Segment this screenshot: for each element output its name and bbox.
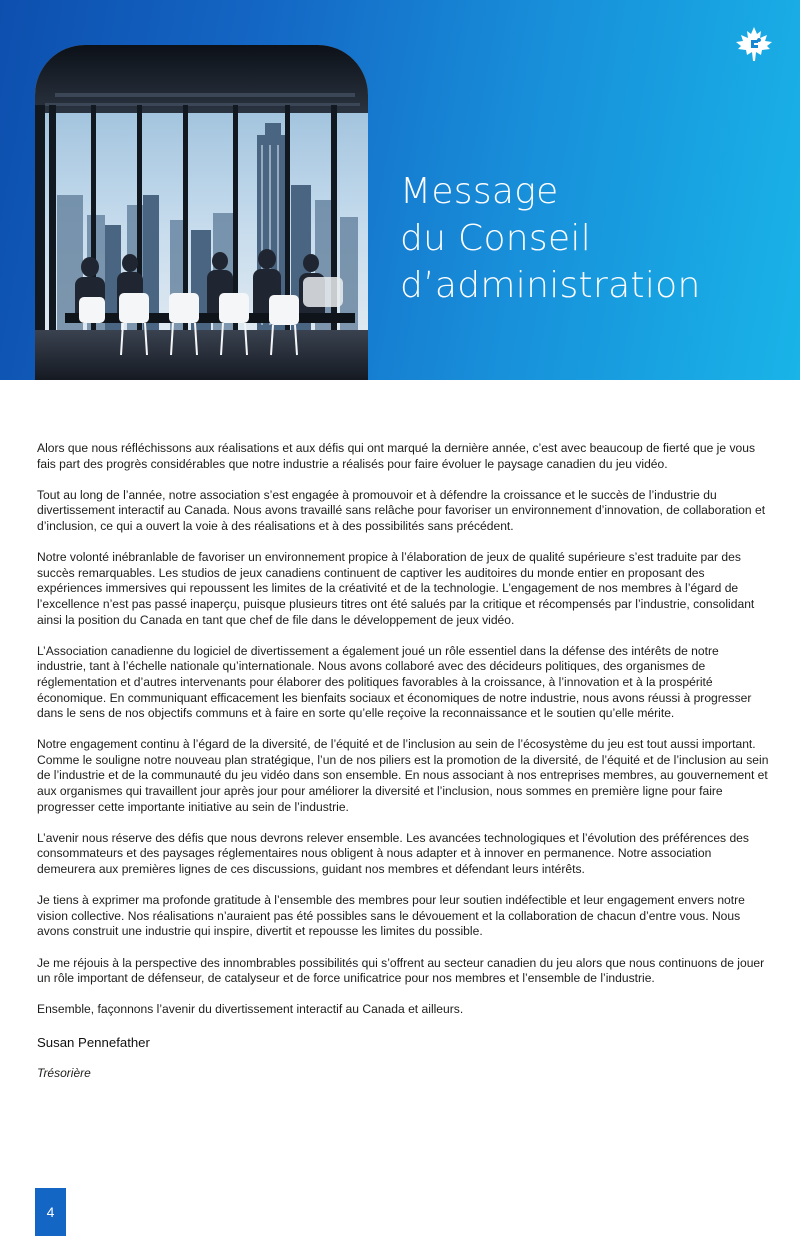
signer-role: Trésorière: [37, 1066, 91, 1081]
title-line-2: du Conseil: [400, 218, 591, 259]
paragraph: Tout au long de l’année, notre association s’est engagée à promouvoir et à défendre la croissance et le succès de l’industrie du divertissement interactif au Canada. Nous avons travaillé sans relâche pour favoriser un environnement d’innovation, de collaboration et d’inclusion, ce qui a ouvert la voie à des réalisations et à des possibilités sans précédent.: [37, 487, 766, 533]
paragraph: Alors que nous réfléchissons aux réalisations et aux défis qui ont marqué la dernière année, c’est avec beaucoup de fierté que je vous fais part des progrès considérables que notre industrie a réalisés pour faire évoluer le paysage canadien du jeu vidéo.: [37, 441, 756, 471]
paragraph: Ensemble, façonnons l’avenir du divertissement interactif au Canada et ailleurs.: [37, 1002, 464, 1017]
paragraph: L’avenir nous réserve des défis que nous devrons relever ensemble. Les avancées technologiques et l’évolution des préférences des consommateurs et des paysages réglementaires nous obligent à nous adapter et à innover en permanence. Notre association demeurera aux premières lignes de ces discussions, guidant nos membres et défendant leurs intérêts.: [37, 830, 749, 877]
page-number: 4: [35, 1188, 66, 1236]
message-body: [37, 441, 770, 1097]
header-banner: [0, 0, 800, 380]
page-title: [400, 168, 701, 309]
paragraph: Je me réjouis à la perspective des innombrables possibilités qui s’offrent au secteur canadien du jeu alors que nous continuons de jouer un rôle important de défenseur, de catalyseur et de force unificatrice pour nos membres et l’ensemble de l’industrie.: [37, 955, 765, 986]
signer-name: Susan Pennefather: [37, 1034, 150, 1050]
paragraph: Notre engagement continu à l’égard de la diversité, de l’équité et de l’inclusion au sein de l’écosystème du jeu est tout aussi important. Comme le souligne notre nouveau plan stratégique, l’un de nos piliers est la promotion de la diversité, de l’équité et de l’inclusion au sein de l’industrie et de la communauté du jeu vidéo dans son ensemble. En nous associant à nos entreprises membres, au gouvernement et aux organismes qui travaillent jour après jour pour améliorer la diversité et l’inclusion, nous sommes en première ligne pour faire progresser cette importante initiative au sein de l’industrie.: [37, 737, 769, 814]
title-line-3: d’administration: [400, 265, 701, 306]
title-line-1: Message: [400, 171, 559, 212]
paragraph: Notre volonté inébranlable de favoriser un environnement propice à l’élaboration de jeux de qualité supérieure s’est traduite par des succès remarquables. Les studios de jeux canadiens continuent de captiver les auditoires du monde entier en proposant des expériences immersives qui repoussent les limites de la créativité et de la technologie. L’engagement de nos membres à l’égard de l’excellence n’est pas passé inaperçu, puisque plusieurs titres ont été salués par la critique et récompensés par l’industrie, consolidant ainsi la position du Canada en tant que chef de file dans le développement de jeux vidéo.: [37, 550, 755, 627]
paragraph: Je tiens à exprimer ma profonde gratitude à l’ensemble des membres pour leur soutien indéfectible et leur engagement envers notre vision collective. Nos réalisations n’auraient pas été possibles sans le dévouement et la collaboration de chacun d’entre vous. Nous avons construit une industrie qui inspire, divertit et repousse les limites du possible.: [37, 893, 745, 939]
boardroom-photo: [35, 45, 368, 380]
maple-leaf-logo-icon: [734, 26, 774, 62]
paragraph: L’Association canadienne du logiciel de divertissement a également joué un rôle essentiel dans la défense des intérêts de notre industrie, tant à l’échelle nationale qu’internationale. Nous avons collaboré avec des décideurs politiques, des organismes de réglementation et d’autres intervenants pour élaborer des politiques favorables à la croissance, à l’innovation et à la prospérité économique. En communiquant efficacement les bienfaits sociaux et économiques de notre industrie, nous avons réussi à progresser dans le sens de nos objectifs communs et à faire en sorte qu’elle reçoive la reconnaissance et le soutien qu’elle mérite.: [37, 643, 752, 721]
